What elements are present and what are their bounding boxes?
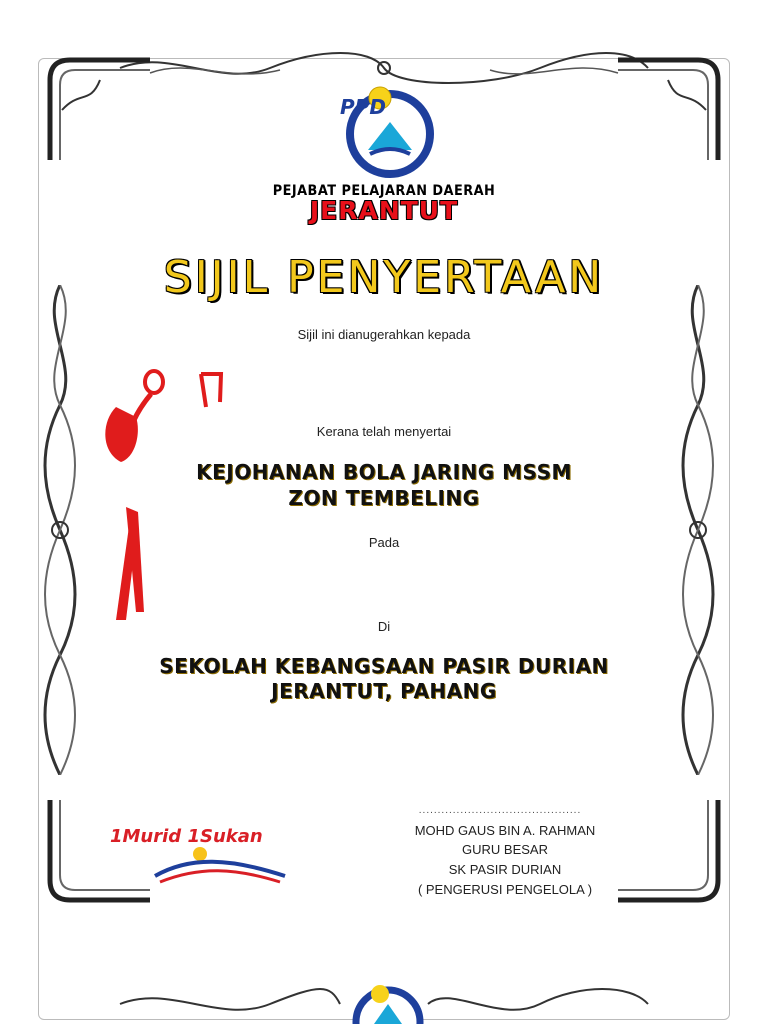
district-name: JERANTUT <box>309 196 459 225</box>
ppd-logo-text: PPD <box>340 95 386 119</box>
venue-line1: SEKOLAH KEBANGSAAN PASIR DURIAN <box>159 654 609 678</box>
signatory-school: SK PASIR DURIAN <box>448 862 562 877</box>
venue-line2: JERANTUT, PAHANG <box>271 679 497 703</box>
ppd-emblem-icon <box>318 82 458 197</box>
signatory-role: ( PENGERUSI PENGELOLA ) <box>417 882 593 897</box>
date-label: Pada <box>368 535 400 550</box>
certificate-title: SIJIL PENYERTAAN <box>163 252 605 303</box>
murid-sukan-logo <box>110 822 300 888</box>
org-name: PEJABAT PELAJARAN DAERAH <box>272 183 496 199</box>
bottom-ppd-emblem-icon <box>340 982 430 1024</box>
corner-ornament-top-left <box>40 50 160 170</box>
murid-sukan-swoosh-icon <box>150 846 290 886</box>
signature-line: ........................................... <box>418 805 582 816</box>
murid-sukan-text: 1Murid 1Sukan <box>110 826 263 847</box>
event-name-line2: ZON TEMBELING <box>288 486 480 510</box>
awarded-to-text: Sijil ini dianugerahkan kepada <box>297 327 471 342</box>
signatory-name: MOHD GAUS BIN A. RAHMAN <box>414 823 596 838</box>
corner-ornament-top-right <box>608 50 728 170</box>
venue-label: Di <box>377 619 391 634</box>
signatory-position: GURU BESAR <box>462 842 548 857</box>
participation-text: Kerana telah menyertai <box>316 424 452 439</box>
event-name-line1: KEJOHANAN BOLA JARING MSSM <box>196 460 572 484</box>
